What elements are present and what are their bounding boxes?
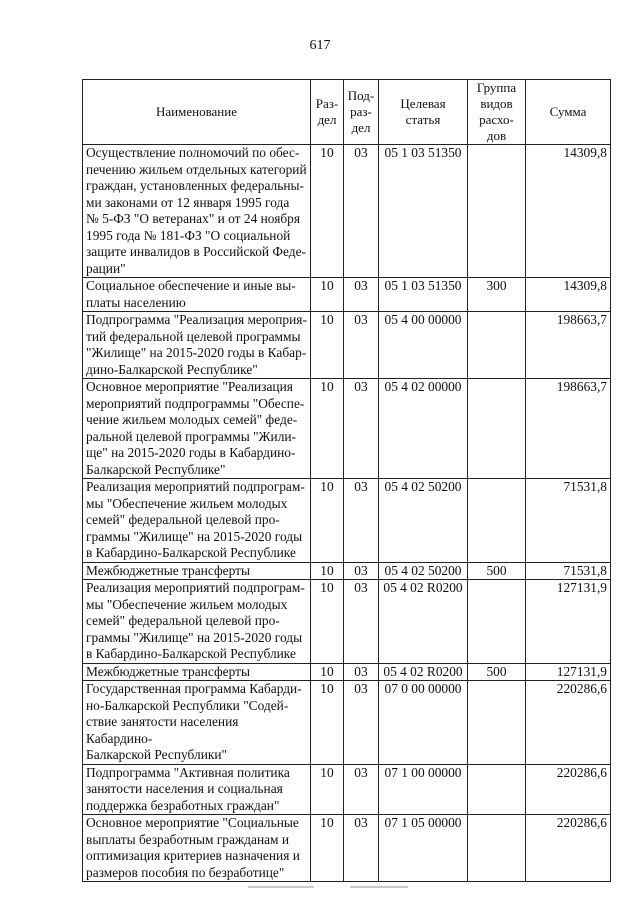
cell-subsection: 03 xyxy=(344,815,379,882)
cell-sum: 220286,6 xyxy=(526,681,611,765)
cell-sum: 198663,7 xyxy=(526,379,611,479)
cell-section: 10 xyxy=(311,312,344,379)
column-header-subsection: Под- раз- дел xyxy=(344,80,379,145)
table-row xyxy=(83,278,611,312)
cell-name: Реализация мероприятий подпрограм- мы "Обеспечение жильем молодых семей" федеральной целевой про- граммы "Жилище" на 2015-2020 годы в Кабардино-Балкарской Республике xyxy=(83,580,311,664)
cell-subsection: 03 xyxy=(344,379,379,479)
table-row xyxy=(83,312,611,379)
cell-subsection: 03 xyxy=(344,562,379,580)
scan-artifact xyxy=(350,886,408,888)
column-header-expense-group: Группа видов расхо- дов xyxy=(468,80,526,145)
cell-sum: 220286,6 xyxy=(526,764,611,815)
cell-sum: 71531,8 xyxy=(526,562,611,580)
cell-expense-group: 500 xyxy=(468,562,526,580)
column-header-section: Раз- дел xyxy=(311,80,344,145)
table-row xyxy=(83,562,611,580)
cell-subsection: 03 xyxy=(344,145,379,278)
cell-sum: 14309,8 xyxy=(526,278,611,312)
table-row xyxy=(83,815,611,882)
cell-section: 10 xyxy=(311,815,344,882)
cell-section: 10 xyxy=(311,479,344,563)
cell-target-article: 05 4 02 50200 xyxy=(379,562,468,580)
cell-sum: 198663,7 xyxy=(526,312,611,379)
cell-name: Основное мероприятие "Реализация мероприятий подпрограммы "Обеспе- чение жильем молодых семей" феде- ральной целевой программы "Жили- ще" на 2015-2020 годы в Кабардино- Балкарской Республике" xyxy=(83,379,311,479)
table-row xyxy=(83,764,611,815)
budget-table xyxy=(82,79,611,882)
cell-name: Подпрограмма "Реализация мероприя- тий федеральной целевой программы "Жилище" на 2015-2020 годы в Кабар- дино-Балкарской Республике" xyxy=(83,312,311,379)
scan-artifact xyxy=(248,886,314,888)
table-row xyxy=(83,479,611,563)
cell-target-article: 07 0 00 00000 xyxy=(379,681,468,765)
cell-name: Подпрограмма "Активная политика занятости населения и социальная поддержка безработных граждан" xyxy=(83,764,311,815)
cell-sum: 71531,8 xyxy=(526,479,611,563)
cell-section: 10 xyxy=(311,379,344,479)
cell-section: 10 xyxy=(311,145,344,278)
table-body xyxy=(83,145,611,882)
cell-subsection: 03 xyxy=(344,681,379,765)
cell-expense-group xyxy=(468,479,526,563)
cell-expense-group xyxy=(468,145,526,278)
table-row xyxy=(83,681,611,765)
cell-section: 10 xyxy=(311,764,344,815)
table-row xyxy=(83,145,611,278)
cell-target-article: 05 4 02 00000 xyxy=(379,379,468,479)
cell-target-article: 05 1 03 51350 xyxy=(379,145,468,278)
cell-sum: 14309,8 xyxy=(526,145,611,278)
cell-expense-group xyxy=(468,815,526,882)
cell-expense-group xyxy=(468,379,526,479)
cell-expense-group: 500 xyxy=(468,663,526,681)
cell-name: Межбюджетные трансферты xyxy=(83,663,311,681)
cell-expense-group xyxy=(468,312,526,379)
cell-sum: 127131,9 xyxy=(526,663,611,681)
table-row xyxy=(83,379,611,479)
cell-target-article: 07 1 00 00000 xyxy=(379,764,468,815)
cell-target-article: 05 1 03 51350 xyxy=(379,278,468,312)
cell-name: Осуществление полномочий по обес- печению жильем отдельных категорий граждан, установленных федеральны- ми законами от 12 января 1995 года № 5-ФЗ "О ветеранах" и от 24 ноября 1995 года № 181-ФЗ "О социальной защите инвалидов в Российской Феде- рации" xyxy=(83,145,311,278)
cell-expense-group: 300 xyxy=(468,278,526,312)
cell-sum: 220286,6 xyxy=(526,815,611,882)
cell-expense-group xyxy=(468,580,526,664)
cell-subsection: 03 xyxy=(344,764,379,815)
cell-subsection: 03 xyxy=(344,663,379,681)
cell-subsection: 03 xyxy=(344,278,379,312)
column-header-sum: Сумма xyxy=(526,80,611,145)
cell-subsection: 03 xyxy=(344,580,379,664)
cell-name: Реализация мероприятий подпрограм- мы "Обеспечение жильем молодых семей" федеральной целевой про- граммы "Жилище" на 2015-2020 годы в Кабардино-Балкарской Республике xyxy=(83,479,311,563)
cell-name: Основное мероприятие "Социальные выплаты безработным гражданам и оптимизация критериев назначения и размеров пособия по безработице" xyxy=(83,815,311,882)
cell-section: 10 xyxy=(311,663,344,681)
cell-expense-group xyxy=(468,764,526,815)
column-header-target-article: Целевая статья xyxy=(379,80,468,145)
cell-name: Государственная программа Кабарди- но-Балкарской Республики "Содей- ствие занятости населения Кабардино- Балкарской Республики" xyxy=(83,681,311,765)
cell-section: 10 xyxy=(311,580,344,664)
cell-expense-group xyxy=(468,681,526,765)
cell-name: Социальное обеспечение и иные вы- платы населению xyxy=(83,278,311,312)
cell-name: Межбюджетные трансферты xyxy=(83,562,311,580)
cell-target-article: 07 1 05 00000 xyxy=(379,815,468,882)
table-header-row xyxy=(83,80,611,145)
cell-subsection: 03 xyxy=(344,479,379,563)
cell-subsection: 03 xyxy=(344,312,379,379)
cell-target-article: 05 4 02 R0200 xyxy=(379,663,468,681)
column-header-name: Наименование xyxy=(83,80,311,145)
table-row xyxy=(83,580,611,664)
cell-section: 10 xyxy=(311,278,344,312)
page-number: 617 xyxy=(309,38,331,53)
cell-target-article: 05 4 02 R0200 xyxy=(379,580,468,664)
cell-target-article: 05 4 02 50200 xyxy=(379,479,468,563)
cell-section: 10 xyxy=(311,562,344,580)
cell-target-article: 05 4 00 00000 xyxy=(379,312,468,379)
table-row xyxy=(83,663,611,681)
cell-section: 10 xyxy=(311,681,344,765)
cell-sum: 127131,9 xyxy=(526,580,611,664)
